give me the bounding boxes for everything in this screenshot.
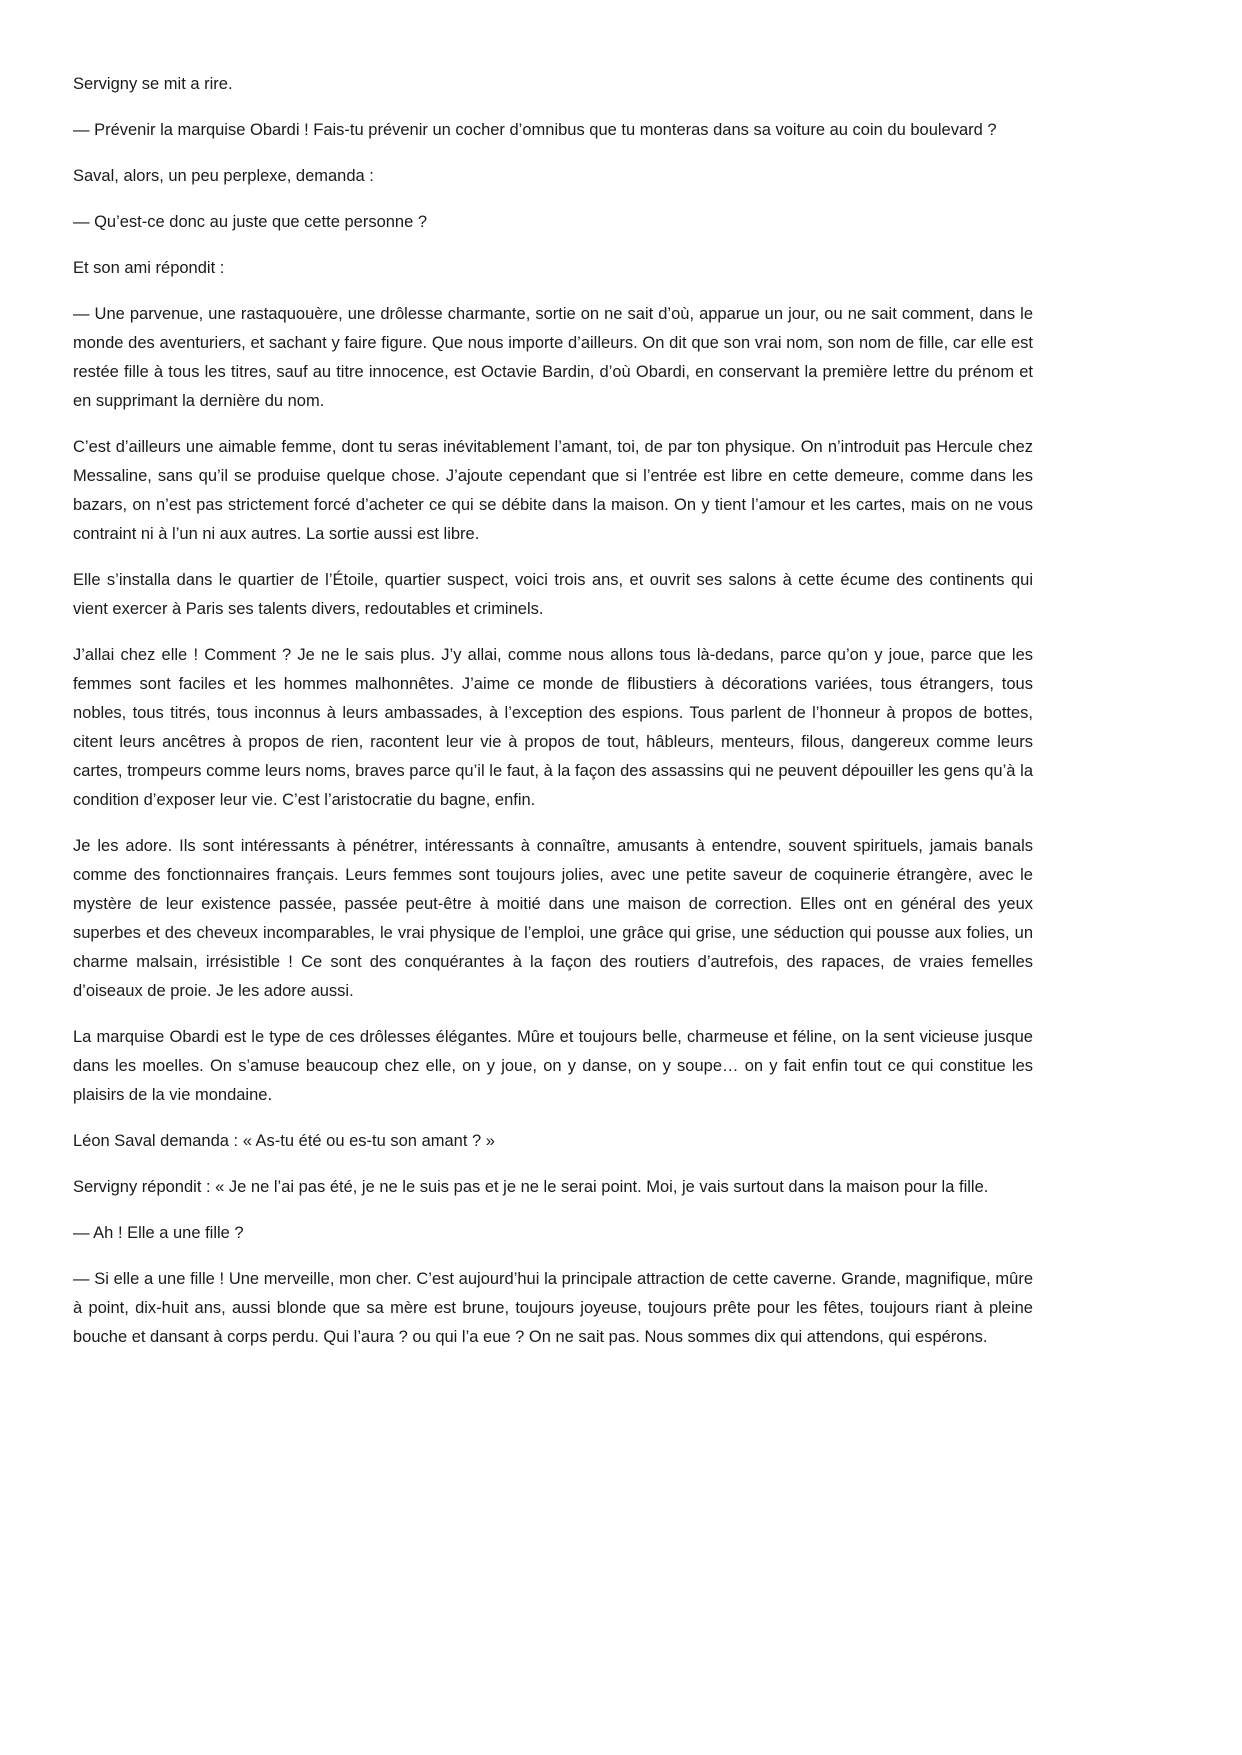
paragraph-15: — Si elle a une fille ! Une merveille, mon cher. C’est aujourd’hui la principale attraction de cette caverne. Grande, magnifique, mûre à point, dix-huit ans, aussi blonde que sa mère est brune, toujours joyeuse, toujours prête pour les fêtes, toujours riant à pleine bouche et dansant à corps perdu. Qui l’aura ? ou qui l’a eue ? On ne sait pas. Nous sommes dix qui attendons, qui espérons. xyxy=(73,1270,1033,1346)
paragraph-1: Servigny se mit a rire. xyxy=(73,75,233,93)
paragraph-8: Elle s’installa dans le quartier de l’Étoile, quartier suspect, voici trois ans, et ouvrit ses salons à cette écume des continents qui vient exercer à Paris ses talents divers, redoutables et criminels. xyxy=(73,571,1033,618)
paragraph-5: Et son ami répondit : xyxy=(73,259,225,277)
paragraph-7: C’est d’ailleurs une aimable femme, dont tu seras inévitablement l’amant, toi, de par ton physique. On n’introduit pas Hercule chez Messaline, sans qu’il se produise quelque chose. J’ajoute cependant que si l’entrée est libre en cette demeure, comme dans les bazars, on n’est pas strictement forcé d’acheter ce qui se débite dans la maison. On y tient l’amour et les cartes, mais on ne vous contraint ni à l’un ni aux autres. La sortie aussi est libre. xyxy=(73,438,1033,543)
paragraph-14: — Ah ! Elle a une fille ? xyxy=(73,1224,244,1242)
paragraph-10: Je les adore. Ils sont intéressants à pénétrer, intéressants à connaître, amusants à entendre, souvent spirituels, jamais banals comme des fonctionnaires français. Leurs femmes sont toujours jolies, avec une petite saveur de coquinerie étrangère, avec le mystère de leur existence passée, passée peut-être à moitié dans une maison de correction. Elles ont en général des yeux superbes et des cheveux incomparables, le vrai physique de l’emploi, une grâce qui grise, une séduction qui pousse aux folies, un charme malsain, irrésistible ! Ce sont des conquérantes à la façon des routiers d’autrefois, des rapaces, de vraies femelles d’oiseaux de proie. Je les adore aussi. xyxy=(73,837,1033,1000)
paragraph-13: Servigny répondit : « Je ne l’ai pas été, je ne le suis pas et je ne le serai point. Moi, je vais surtout dans la maison pour la fille. xyxy=(73,1178,989,1196)
paragraph-9: J’allai chez elle ! Comment ? Je ne le sais plus. J’y allai, comme nous allons tous là-dedans, parce qu’on y joue, parce que les femmes sont faciles et les hommes malhonnêtes. J’aime ce monde de flibustiers à décorations variées, tous étrangers, tous nobles, tous titrés, tous inconnus à leurs ambassades, à l’exception des espions. Tous parlent de l’honneur à propos de bottes, citent leurs ancêtres à propos de rien, racontent leur vie à propos de tout, hâbleurs, menteurs, filous, dangereux comme leurs cartes, trompeurs comme leurs noms, braves parce qu’il le faut, à la façon des assassins qui ne peuvent dépouiller les gens qu’à la condition d’exposer leur vie. C’est l’aristocratie du bagne, enfin. xyxy=(73,646,1033,809)
paragraph-2: — Prévenir la marquise Obardi ! Fais-tu prévenir un cocher d’omnibus que tu monteras dans sa voiture au coin du boulevard ? xyxy=(73,121,997,139)
paragraph-3: Saval, alors, un peu perplexe, demanda : xyxy=(73,167,374,185)
paragraph-12: Léon Saval demanda : « As-tu été ou es-tu son amant ? » xyxy=(73,1132,495,1150)
document-page xyxy=(73,70,1033,1369)
paragraph-4: — Qu’est-ce donc au juste que cette personne ? xyxy=(73,213,428,231)
paragraph-11: La marquise Obardi est le type de ces drôlesses élégantes. Mûre et toujours belle, charmeuse et féline, on la sent vicieuse jusque dans les moelles. On s’amuse beaucoup chez elle, on y joue, on y danse, on y soupe… on y fait enfin tout ce qui constitue les plaisirs de la vie mondaine. xyxy=(73,1028,1033,1104)
paragraph-6: — Une parvenue, une rastaquouère, une drôlesse charmante, sortie on ne sait d’où, apparue un jour, ou ne sait comment, dans le monde des aventuriers, et sachant y faire figure. Que nous importe d’ailleurs. On dit que son vrai nom, son nom de fille, car elle est restée fille à tous les titres, sauf au titre innocence, est Octavie Bardin, d’où Obardi, en conservant la première lettre du prénom et en supprimant la dernière du nom. xyxy=(73,305,1033,410)
